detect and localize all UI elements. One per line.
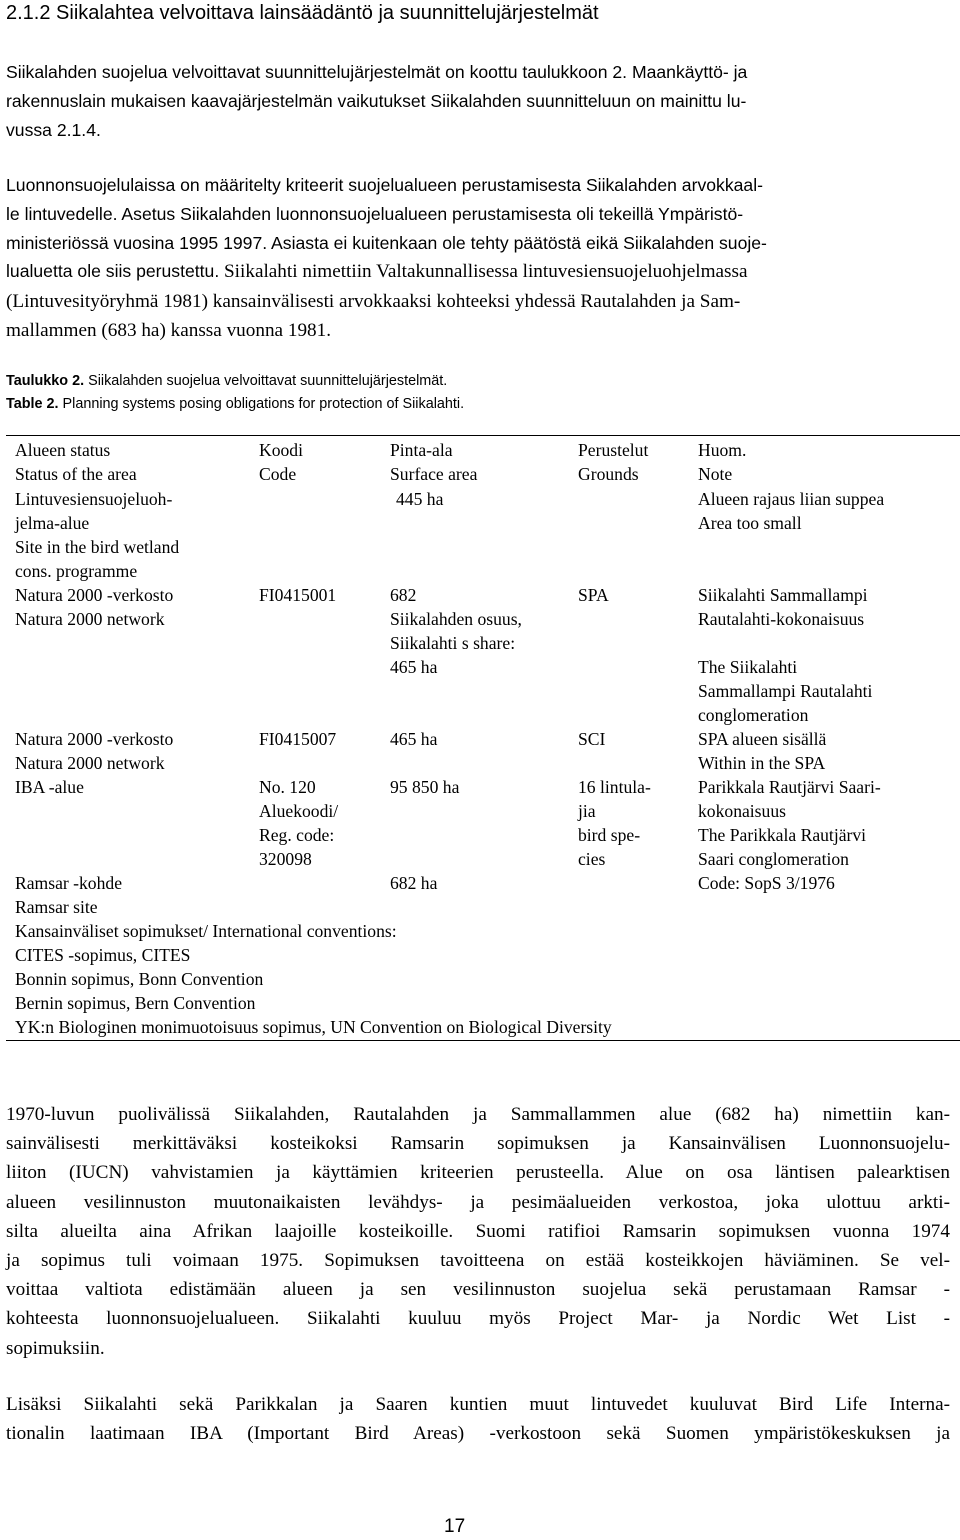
- caption-label: Table 2.: [6, 396, 59, 412]
- table-cell-note: [698, 487, 884, 535]
- paragraph-line-part: Siikalahti nimettiin Valtakunnallisessa lintuvesiensuojeluohjelmassa: [219, 261, 748, 283]
- table-cell-note: [698, 583, 872, 727]
- table-cell-grounds: [578, 727, 605, 751]
- cell-line: Natura 2000 network: [15, 753, 165, 773]
- table-cell-area: [390, 775, 459, 799]
- cell-line: The Parikkala Rautjärvi: [698, 825, 867, 845]
- cell-line: The Siikalahti: [698, 657, 798, 677]
- table-cell-area: [390, 871, 437, 895]
- cell-line: kokonaisuus: [698, 801, 786, 821]
- cell-line: 682 ha: [390, 873, 438, 893]
- paragraph-line: (Lintuvesityöryhmä 1981) kansainvälisesti arvokkaaksi kohteeksi yhdessä Rautalahden ja Sam-: [6, 291, 741, 313]
- table-cell-area: [390, 727, 437, 751]
- paragraph-intro: [6, 58, 950, 144]
- header-line: Status of the area: [15, 464, 137, 484]
- table-cell-status: [15, 871, 122, 919]
- cell-line: Ramsar -kohde: [15, 873, 122, 893]
- cell-line: Lintuvesiensuojeluoh-: [15, 489, 173, 509]
- paragraph-line-part: lualuetta ole siis perustettu.: [6, 261, 220, 282]
- convention-line: Bonnin sopimus, Bonn Convention: [15, 969, 264, 989]
- table-bottom-rule: [6, 1040, 960, 1041]
- paragraph-line: tionalin laatimaan IBA (Important Bird Areas) -verkostoon sekä Suomen ympäristökeskuksen ja: [6, 1423, 950, 1445]
- header-line: Surface area: [390, 464, 478, 484]
- paragraph-line: Siikalahden suojelua velvoittavat suunnittelujärjestelmät on koottu taulukkoon 2. Maankäyttö- ja: [6, 62, 748, 82]
- cell-line: cies: [578, 849, 606, 869]
- table-cell-note: [698, 775, 881, 871]
- table-cell-note: [698, 727, 826, 775]
- cell-line: Sammallampi Rautalahti: [698, 681, 873, 701]
- cell-line: Siikalahti Sammallampi: [698, 585, 868, 605]
- table-cell-status: [15, 583, 173, 631]
- table-top-rule: [6, 435, 960, 436]
- table-cell-status: [15, 775, 84, 799]
- cell-line: Aluekoodi/: [259, 801, 339, 821]
- cell-line: conglomeration: [698, 705, 809, 725]
- paragraph-line: sopimuksiin.: [6, 1337, 105, 1359]
- paragraph-line: rakennuslain mukaisen kaavajärjestelmän vaikutukset Siikalahden suunnitteluun on mainittu lu-: [6, 90, 747, 111]
- paragraph-line: voittaa valtiota edistämään alueen ja sen vesilinnuston suojelua sekä perustamaan Ramsar -: [6, 1279, 950, 1301]
- paragraph-line: Luonnonsuojelulaissa on määritelty kriteerit suojelualueen perustamisesta Siikalahden arvokkaal-: [6, 175, 763, 195]
- table-cell-area: [396, 487, 443, 511]
- paragraph-line: alueen vesilinnuston muutonaikaisten levähdys- ja pesimäalueiden verkostoa, joka ulottuu arkti-: [6, 1191, 950, 1213]
- cell-line: Siikalahden osuus,: [390, 609, 522, 629]
- cell-line: Ramsar site: [15, 897, 98, 917]
- cell-line: Within in the SPA: [698, 753, 826, 773]
- cell-line: FI0415007: [259, 729, 337, 749]
- header-line: Koodi: [259, 440, 303, 460]
- cell-line: 682: [390, 585, 417, 605]
- cell-line: Area too small: [698, 513, 802, 533]
- table-header-note: [698, 438, 746, 486]
- convention-line: YK:n Biologinen monimuotoisuus sopimus, UN Convention on Biological Diversity: [15, 1017, 612, 1037]
- cell-line: FI0415001: [259, 585, 337, 605]
- table-cell-status: [15, 487, 179, 583]
- paragraph-protection-law: [6, 171, 950, 346]
- table-header-status: [15, 438, 137, 486]
- cell-line: Parikkala Rautjärvi Saari-: [698, 777, 881, 797]
- cell-line: Reg. code:: [259, 825, 335, 845]
- paragraph-ramsar: [6, 1100, 950, 1363]
- table-cell-note: [698, 871, 835, 895]
- paragraph-line: silta alueilta aina Afrikan laajoille kosteikoille. Suomi ratifioi Ramsarin sopimuksen vuonna 1974: [6, 1220, 950, 1242]
- header-line: Pinta-ala: [390, 440, 453, 460]
- header-line: Note: [698, 464, 733, 484]
- paragraph-line: le lintuvedelle. Asetus Siikalahden luonnonsuojelualueen perustamisesta oli tekeillä Ympäristö-: [6, 203, 744, 224]
- table-cell-grounds: [578, 583, 609, 607]
- table-conventions: [15, 919, 612, 1039]
- cell-line: Code: SopS 3/1976: [698, 873, 835, 893]
- cell-line: 465 ha: [390, 729, 438, 749]
- cell-line: 320098: [259, 849, 312, 869]
- table-cell-code: [259, 775, 338, 871]
- table-cell-status: [15, 727, 173, 775]
- cell-line: cons. programme: [15, 561, 138, 581]
- paragraph-line: liiton (IUCN) vahvistamien ja käyttämien kriteerien perusteella. Alue on osa läntisen palearktisen: [6, 1162, 950, 1184]
- table-cell-grounds: [578, 775, 651, 871]
- paragraph-line: Lisäksi Siikalahti sekä Parikkalan ja Saaren kuntien muut lintuvedet kuuluvat Bird Life Interna-: [6, 1394, 950, 1415]
- cell-line: jelma-alue: [15, 513, 90, 533]
- paragraph-line: sainvälisesti merkittäväksi kosteikoksi Ramsarin sopimuksen ja Kansainvälisen Luonnonsuojelu-: [6, 1133, 950, 1155]
- cell-line: [698, 631, 872, 655]
- cell-line: 16 lintula-: [578, 777, 651, 797]
- caption-text: Siikalahden suojelua velvoittavat suunnittelujärjestelmät.: [84, 373, 448, 389]
- table-cell-area: [390, 583, 522, 679]
- header-line: Huom.: [698, 440, 747, 460]
- cell-line: 95 850 ha: [390, 777, 460, 797]
- cell-line: Site in the bird wetland: [15, 537, 180, 557]
- header-line: Perustelut: [578, 440, 649, 460]
- paragraph-line: ministeriössä vuosina 1995 1997. Asiasta ei kuitenkaan ole tehty päätöstä eikä Siikalahden suoje-: [6, 232, 767, 253]
- cell-line: Natura 2000 network: [15, 609, 165, 629]
- table-cell-code: [259, 583, 336, 607]
- cell-line: Natura 2000 -verkosto: [15, 585, 174, 605]
- section-heading: 2.1.2 Siikalahtea velvoittava lainsäädäntö ja suunnittelujärjestelmät: [6, 2, 599, 24]
- caption-text: Planning systems posing obligations for protection of Siikalahti.: [58, 396, 465, 412]
- table-header-grounds: [578, 438, 648, 486]
- header-line: Code: [259, 464, 297, 484]
- cell-line: SCI: [578, 729, 606, 749]
- cell-line: SPA alueen sisällä: [698, 729, 827, 749]
- convention-line: Kansainväliset sopimukset/ International conventions:: [15, 921, 397, 941]
- table-caption-en: [6, 395, 464, 414]
- cell-line: jia: [578, 801, 596, 821]
- table-caption-fi: [6, 372, 447, 391]
- table-header-area: [390, 438, 477, 486]
- convention-line: Bernin sopimus, Bern Convention: [15, 993, 256, 1013]
- paragraph-line: 1970-luvun puolivälissä Siikalahden, Rautalahden ja Sammallammen alue (682 ha) nimettiin kan-: [6, 1104, 950, 1125]
- header-line: Grounds: [578, 464, 639, 484]
- paragraph-line: mallammen (683 ha) kanssa vuonna 1981.: [6, 320, 332, 342]
- paragraph-line: vussa 2.1.4.: [6, 119, 101, 140]
- cell-line: 445 ha: [396, 489, 444, 509]
- table-header-code: [259, 438, 303, 486]
- page-number: 17: [444, 1516, 466, 1537]
- cell-line: Alueen rajaus liian suppea: [698, 489, 885, 509]
- paragraph-line-mixed: [6, 257, 950, 287]
- cell-line: Rautalahti-kokonaisuus: [698, 609, 865, 629]
- header-line: Alueen status: [15, 440, 111, 460]
- cell-line: Natura 2000 -verkosto: [15, 729, 174, 749]
- table-cell-code: [259, 727, 336, 751]
- paragraph-iba: [6, 1390, 950, 1448]
- convention-line: CITES -sopimus, CITES: [15, 945, 191, 965]
- cell-line: bird spe-: [578, 825, 641, 845]
- cell-line: 465 ha: [390, 657, 438, 677]
- caption-label: Taulukko 2.: [6, 373, 85, 389]
- cell-line: Siikalahti s share:: [390, 633, 516, 653]
- cell-line: Saari conglomeration: [698, 849, 849, 869]
- cell-line: No. 120: [259, 777, 316, 797]
- cell-line: SPA: [578, 585, 609, 605]
- cell-line: IBA -alue: [15, 777, 84, 797]
- paragraph-line: ja sopimus tuli voimaan 1975. Sopimuksen tavoitteena on estää kosteikkojen häviäminen. Se vel-: [6, 1250, 950, 1272]
- paragraph-line: kohteesta luonnonsuojelualueen. Siikalahti kuuluu myös Project Mar- ja Nordic Wet List -: [6, 1308, 950, 1330]
